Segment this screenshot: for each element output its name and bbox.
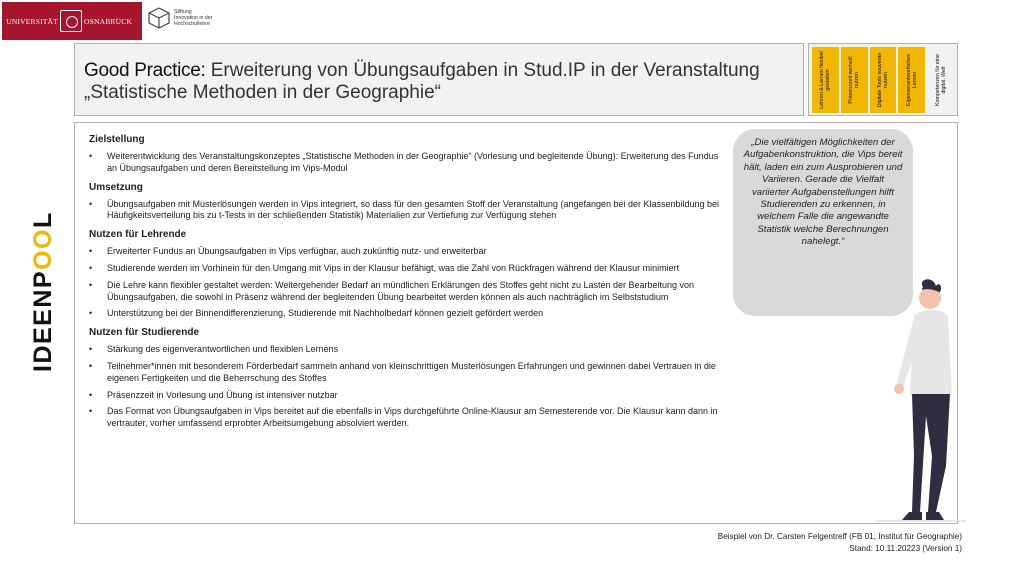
foundation-line: Innovation in der xyxy=(174,15,213,21)
university-name-right: OSNABRÜCK xyxy=(84,16,133,26)
university-name-left: UNIVERSITÄT xyxy=(6,16,58,26)
footer-author: Beispiel von Dr. Carsten Felgentreff (FB 01, Institut für Geographie) xyxy=(717,532,962,541)
competency-box xyxy=(808,43,958,116)
cube-icon xyxy=(148,7,170,29)
ideenpool-brand xyxy=(29,211,58,372)
competency-label: Lehren & Lernen flexibel gestalten xyxy=(819,51,832,109)
bullet-list xyxy=(89,151,729,175)
list-item: • Präsenzzeit in Vorlesung und Übung ist intensiver nutzbar xyxy=(89,390,729,402)
list-item: • Die Lehre kann flexibler gestaltet werden: Weitergehender Bedarf an mündlichen Erklärungen des Stoffes geht nicht zu Lasten der Bearbeitung von Übungsaufgaben, die sowohl in Präsenz während der begleitenden Übung bearbeitet werden können als auch nachträglich im Selbststudium xyxy=(89,280,729,304)
competency-label: Eigenverantwortliches Lernen xyxy=(905,54,918,106)
section-zielstellung xyxy=(89,134,729,175)
competency-label: Kompetenzen für eine digital. Welt xyxy=(934,54,947,106)
section-nutzen-studierende xyxy=(89,327,729,430)
competency-presence xyxy=(841,47,868,113)
list-item: • Weiterentwicklung des Veranstaltungskonzeptes „Statistische Methoden in der Geographie“ (Vorlesung und begleitende Übung): Erweiterung des Fundus an Übungsaufgaben und deren Bereitstellung im Vips-Modul xyxy=(89,151,729,175)
brand-part: IDEENP xyxy=(29,269,57,372)
foundation-line: Hochschullehre xyxy=(174,21,210,27)
university-logo xyxy=(2,2,142,40)
foundation-name xyxy=(174,9,212,27)
section-heading: Nutzen für Lehrende xyxy=(89,229,187,241)
section-umsetzung xyxy=(89,182,729,223)
section-heading: Zielstellung xyxy=(89,134,145,145)
competency-self-learning xyxy=(898,47,925,113)
competency-label: Präsenzzeit wertvoll nutzen xyxy=(847,56,861,104)
quote-bubble: „Die vielfältigen Möglichkeiten der Aufgabenkonstruktion, die Vips bereit hält, laden ein zum Ausprobieren und Variieren. Gerade die Vielfalt variierter Aufgabenstellungen hilft Studierenden zu erkennen, in welchem Falle die angewandte Statistik welche Berechnungen nahelegt.“ xyxy=(733,129,913,316)
competency-label: Digitale Tools souverän nutzen xyxy=(876,52,889,108)
brand-part: L xyxy=(29,211,57,228)
list-item: • Das Format von Übungsaufgaben in Vips bereitet auf die ebenfalls in Vips durchgeführte Online-Klausur am Semesterende vor. Die Klausur kann dann in vertrauter, vorher umfassend erprobter Arbeitsumgebung absolviert werden. xyxy=(89,406,729,430)
header-box xyxy=(74,43,804,116)
list-item: • Unterstützung bei der Binnendifferenzierung, Studierende mit Nachholbedarf können gezielt gefördert werden xyxy=(89,308,729,320)
footer-credit xyxy=(718,531,962,554)
brand-accent-letter: O xyxy=(29,228,57,249)
section-heading: Umsetzung xyxy=(89,181,143,193)
list-item: • Übungsaufgaben mit Musterlösungen werden in Vips integriert, so dass für den gesamten Stoff der Veranstaltung (angefangen bei der Klassenbildung bei Häufigkeitsverteilung bis zu t-Tests in der schließenden Statistik) Materialien zur Vertiefung zur Verfügung stehen xyxy=(89,199,729,223)
content-column xyxy=(89,134,729,437)
list-item: • Studierende werden im Vorhinein für den Umgang mit Vips in der Klausur befähigt, was die Zahl von Rückfragen während der Klausur minimiert xyxy=(89,263,729,275)
foundation-line: Stiftung xyxy=(174,9,192,15)
list-item: • Stärkung des eigenverantwortlichen und flexiblen Lernens xyxy=(89,344,729,356)
foundation-logo xyxy=(148,7,212,29)
competency-digital-tools xyxy=(870,47,897,113)
university-crest-icon xyxy=(60,10,82,32)
title-bold: Good Practice: xyxy=(84,60,206,81)
section-nutzen-lehrende xyxy=(89,229,729,320)
bullet-list xyxy=(89,246,729,320)
title-rest: Erweiterung von Übungsaufgaben in Stud.IP in der Veranstaltung „Statistische Methoden in der Geographie“ xyxy=(84,60,760,103)
person-illustration-icon xyxy=(876,276,966,524)
bullet-list xyxy=(89,199,729,223)
list-item: • Erweiterter Fundus an Übungsaufgaben in Vips verfügbar, auch zukünftig nutz- und erweiterbar xyxy=(89,246,729,258)
competency-flexible xyxy=(812,47,839,113)
competency-digital-world xyxy=(927,47,954,113)
footer-date: Stand: 10.11.20223 (Version 1) xyxy=(849,543,962,553)
bullet-list xyxy=(89,344,729,430)
list-item: • Teilnehmer*innen mit besonderem Förderbedarf sammeln anhand von kleinschrittigen Musterlösungen Erfahrungen und gewinnen dabei Vertrauen in die eigenen Fertigkeiten und die Beherrschung des Stoffes xyxy=(89,361,729,385)
page-title xyxy=(84,60,796,104)
brand-accent-letter: O xyxy=(29,248,57,270)
section-heading: Nutzen für Studierende xyxy=(89,327,200,339)
